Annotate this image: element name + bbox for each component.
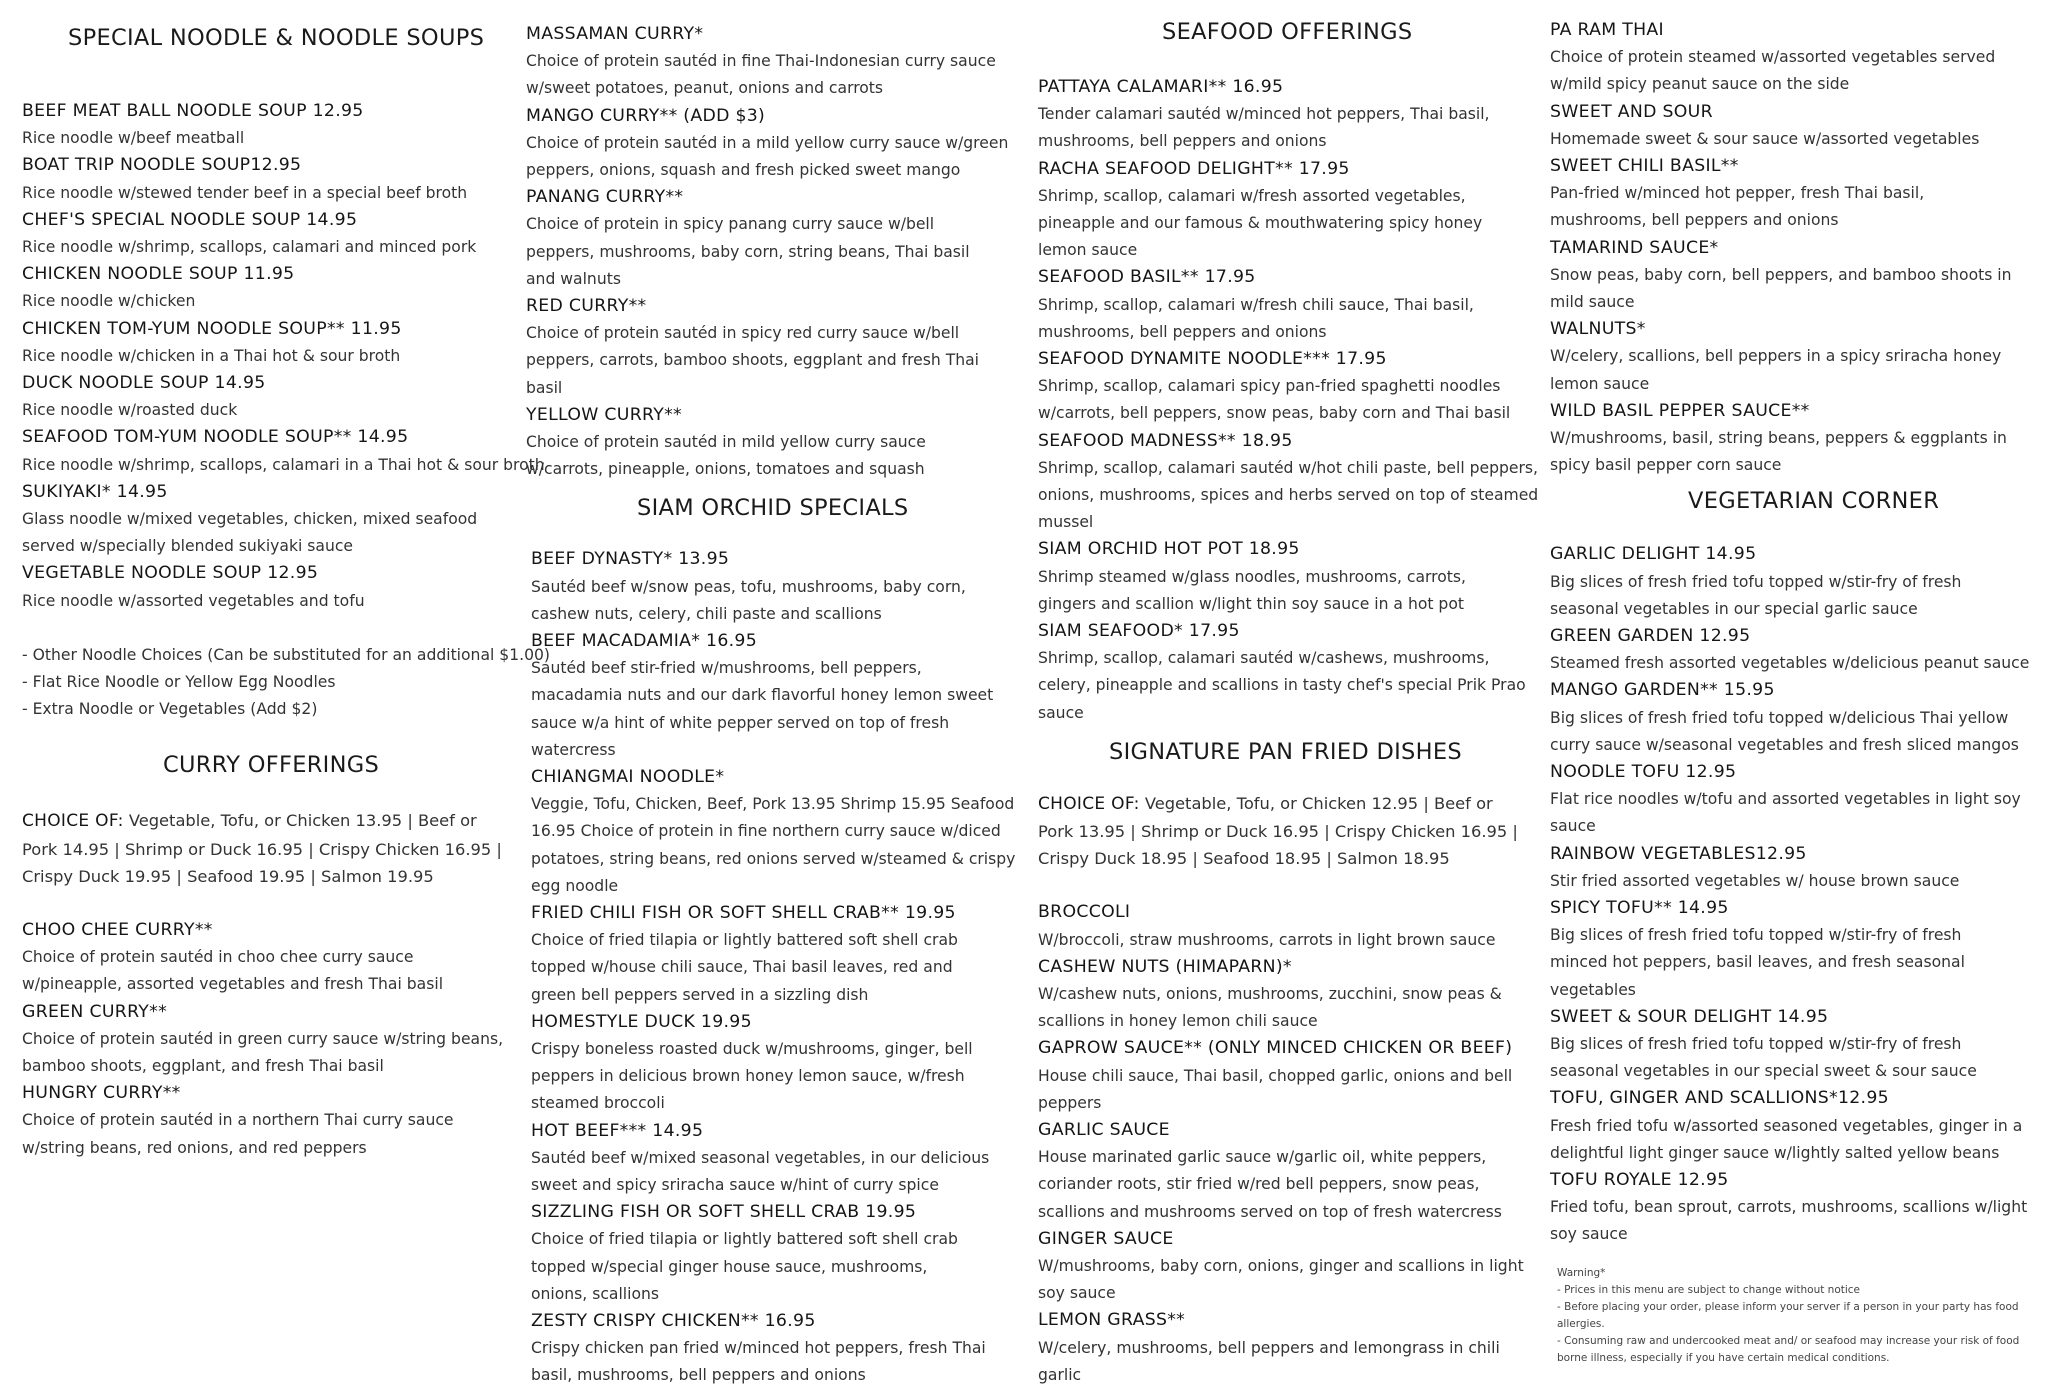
section-title-panfried: SIGNATURE PAN FRIED DISHES	[1109, 738, 1462, 765]
item-name: PANANG CURRY**	[526, 187, 684, 208]
item-desc: Shrimp, scallop, calamari sautéd w/hot chili paste, bell peppers, onions, mushrooms, spices and herbs served on top of steamed mussel	[1038, 458, 1539, 532]
menu-item	[526, 293, 1031, 402]
item-desc: Fried tofu, bean sprout, carrots, mushrooms, scallions w/light soy sauce	[1550, 1198, 2028, 1244]
menu-item	[1550, 153, 2042, 235]
item-desc: Shrimp, scallop, calamari w/fresh assorted vegetables, pineapple and our famous & mouthwatering spicy honey lemon sauce	[1038, 186, 1483, 260]
menu-item	[22, 424, 545, 478]
menu-item	[526, 402, 1031, 484]
item-name: VEGETABLE NOODLE SOUP 12.95	[22, 563, 319, 584]
item-name: SIAM ORCHID HOT POT 18.95	[1038, 539, 1300, 560]
menu-item	[1550, 1167, 2042, 1249]
menu-item	[22, 479, 512, 561]
item-name: SIZZLING FISH OR SOFT SHELL CRAB 19.95	[531, 1202, 917, 1223]
item-name: GREEN GARDEN 12.95	[1550, 625, 1751, 646]
item-desc: Stir fried assorted vegetables w/ house brown sauce	[1550, 871, 1960, 890]
item-name: TOFU, GINGER AND SCALLIONS*12.95	[1550, 1088, 1889, 1109]
menu-item	[1038, 264, 1546, 346]
menu-item	[531, 1009, 1031, 1118]
panfried-items	[1038, 899, 1546, 1389]
item-desc: Choice of protein sautéd in green curry sauce w/string beans, bamboo shoots, eggplant, and fresh Thai basil	[22, 1029, 504, 1075]
item-name: WALNUTS*	[1550, 319, 1646, 340]
item-name: BEEF MEAT BALL NOODLE SOUP 12.95	[22, 101, 364, 121]
menu-item	[1550, 541, 2042, 623]
menu-item	[1550, 841, 2042, 895]
item-desc: Snow peas, baby corn, bell peppers, and bamboo shoots in mild sauce	[1550, 265, 2012, 311]
item-name: SWEET AND SOUR	[1550, 101, 1713, 122]
item-desc: Choice of protein sautéd in mild yellow curry sauce w/carrots, pineapple, onions, tomatoes and squash	[526, 432, 926, 479]
item-name: RACHA SEAFOOD DELIGHT** 17.95	[1038, 158, 1350, 179]
item-desc: Choice of fried tilapia or lightly battered soft shell crab topped w/house chili sauce, Thai basil leaves, red and green bell peppers served in a sizzling dish	[531, 931, 958, 1004]
menu-item	[1550, 398, 2042, 480]
item-name: MANGO GARDEN** 15.95	[1550, 680, 1775, 701]
section-title-specials: SIAM ORCHID SPECIALS	[637, 495, 909, 522]
seafood-items	[1038, 74, 1546, 727]
menu-item	[1550, 1004, 2042, 1086]
menu-item	[1550, 623, 2042, 677]
item-desc: Sautéd beef w/mixed seasonal vegetables, in our delicious sweet and spicy sriracha sauce w/hint of curry spice	[531, 1148, 990, 1194]
menu-item	[22, 207, 512, 261]
item-name: RAINBOW VEGETABLES12.95	[1550, 843, 1807, 864]
menu-item	[22, 917, 512, 999]
item-desc: W/mushrooms, basil, string beans, peppers & eggplants in spicy basil pepper corn sauce	[1550, 428, 2007, 475]
section-title-curry: CURRY OFFERINGS	[163, 752, 380, 779]
item-desc: Choice of protein sautéd in choo chee curry sauce w/pineapple, assorted vegetables and fresh Thai basil	[22, 948, 444, 994]
item-desc: House marinated garlic sauce w/garlic oil, white peppers, coriander roots, stir fried w/red bell peppers, snow peas, scallions and mushrooms served on top of fresh watercress	[1038, 1148, 1502, 1221]
item-name: TOFU ROYALE 12.95	[1550, 1169, 1729, 1190]
item-desc: Choice of protein sautéd in fine Thai-Indonesian curry sauce w/sweet potatoes, peanut, onions and carrots	[526, 52, 996, 98]
item-name: MANGO CURRY** (ADD $3)	[526, 105, 766, 126]
vegetarian-items	[1550, 541, 2042, 1248]
item-desc: Choice of protein in spicy panang curry sauce w/bell peppers, mushrooms, baby corn, string beans, Thai basil and walnuts	[526, 215, 970, 288]
menu-item	[22, 370, 512, 424]
item-name: SWEET CHILI BASIL**	[1550, 155, 1739, 176]
menu-item	[531, 628, 1031, 764]
item-name: DUCK NOODLE SOUP 14.95	[22, 372, 266, 393]
curry-choice	[22, 807, 502, 890]
section-title-seafood: SEAFOOD OFFERINGS	[1162, 19, 1413, 45]
item-name: GARLIC DELIGHT 14.95	[1550, 544, 1757, 565]
menu-item	[1550, 316, 2042, 398]
item-name: BEEF MACADAMIA* 16.95	[531, 630, 758, 651]
choice-label: CHOICE OF:	[1038, 793, 1140, 814]
menu-item	[1038, 346, 1546, 428]
section-title-vegetarian: VEGETARIAN CORNER	[1688, 488, 1940, 515]
item-name: HOT BEEF*** 14.95	[531, 1120, 704, 1141]
item-name: CHOO CHEE CURRY**	[22, 919, 213, 940]
menu-item	[526, 103, 1031, 185]
item-desc: Shrimp, scallop, calamari spicy pan-fried spaghetti noodles w/carrots, bell peppers, snow peas, baby corn and Thai basil	[1038, 377, 1511, 423]
item-desc: Pan-fried w/minced hot pepper, fresh Thai basil, mushrooms, bell peppers and onions	[1550, 184, 1925, 230]
item-desc: Choice of fried tilapia or lightly battered soft shell crab topped w/special ginger house sauce, mushrooms, onions, scallions	[531, 1230, 958, 1303]
item-name: SEAFOOD BASIL** 17.95	[1038, 267, 1256, 288]
item-name: MASSAMAN CURRY*	[526, 24, 704, 44]
warning-line: - Before placing your order, please inform your server if a person in your party has food allergies.	[1557, 1300, 2019, 1330]
menu-item	[526, 184, 1031, 293]
menu-item	[1038, 428, 1546, 537]
item-name: LEMON GRASS**	[1038, 1310, 1186, 1331]
menu-item	[1550, 235, 2042, 317]
menu-item	[531, 1199, 1031, 1308]
item-desc: Sautéd beef stir-fried w/mushrooms, bell peppers, macadamia nuts and our dark flavorful honey lemon sweet sauce w/a hint of white pepper served on top of fresh watercress	[531, 659, 994, 759]
menu-column-3	[1038, 0, 1546, 1389]
item-name: HOMESTYLE DUCK 19.95	[531, 1011, 752, 1032]
menu-item	[1038, 1117, 1546, 1226]
item-name: SEAFOOD TOM-YUM NOODLE SOUP** 14.95	[22, 427, 409, 448]
menu-item	[526, 21, 1031, 103]
item-name: NOODLE TOFU 12.95	[1550, 761, 1737, 782]
warning-title: Warning*	[1557, 1266, 1606, 1279]
curry-items	[22, 917, 512, 1162]
menu-item	[531, 1308, 1031, 1390]
item-desc: Rice noodle w/shrimp, scallops, calamari in a Thai hot & sour broth	[22, 455, 545, 474]
item-desc: Choice of protein sautéd in a northern Thai curry sauce w/string beans, red onions, and red peppers	[22, 1111, 454, 1157]
choice-text: Vegetable, Tofu, or Chicken 12.95 | Beef or Pork 13.95 | Shrimp or Duck 16.95 | Crispy Chicken 16.95 | Crispy Duck 18.95 | Seafood 18.95 | Salmon 18.95	[1038, 793, 1518, 869]
panfried-items-continued	[1550, 17, 2042, 479]
item-name: SEAFOOD MADNESS** 18.95	[1038, 430, 1293, 451]
item-desc: W/mushrooms, baby corn, onions, ginger and scallions in light soy sauce	[1038, 1256, 1524, 1303]
item-name: CHICKEN TOM-YUM NOODLE SOUP** 11.95	[22, 318, 402, 339]
menu-item	[1550, 759, 2042, 841]
item-desc: Choice of protein sautéd in a mild yellow curry sauce w/green peppers, onions, squash and fresh picked sweet mango	[526, 133, 1009, 179]
item-desc: Tender calamari sautéd w/minced hot peppers, Thai basil, mushrooms, bell peppers and onions	[1038, 105, 1490, 151]
item-desc: Shrimp, scallop, calamari sautéd w/cashews, mushrooms, celery, pineapple and scallions in tasty chef's special Prik Prao sauce	[1038, 649, 1526, 722]
item-desc: W/cashew nuts, onions, mushrooms, zucchini, snow peas & scallions in honey lemon chili sauce	[1038, 984, 1502, 1031]
item-desc: House chili sauce, Thai basil, chopped garlic, onions and bell peppers	[1038, 1066, 1513, 1112]
item-name: CASHEW NUTS (HIMAPARN)*	[1038, 956, 1292, 977]
item-desc: Glass noodle w/mixed vegetables, chicken, mixed seafood served w/specially blended sukiyaki sauce	[22, 509, 478, 556]
item-name: SIAM SEAFOOD* 17.95	[1038, 620, 1240, 641]
item-name: BROCCOLI	[1038, 902, 1131, 923]
item-name: SUKIYAKI* 14.95	[22, 481, 168, 502]
item-desc: Veggie, Tofu, Chicken, Beef, Pork 13.95 Shrimp 15.95 Seafood 16.95 Choice of protein in fine northern curry sauce w/diced potatoes, string beans, red onions served w/steamed & crispy egg noodle	[531, 795, 1016, 895]
item-name: WILD BASIL PEPPER SAUCE**	[1550, 400, 1810, 421]
item-desc: W/celery, scallions, bell peppers in a spicy sriracha honey lemon sauce	[1550, 347, 2002, 393]
panfried-choice	[1038, 790, 1518, 873]
menu-item	[1038, 536, 1546, 618]
menu-column-2	[526, 0, 1031, 1390]
menu-item	[1038, 618, 1546, 727]
item-desc: Sautéd beef w/snow peas, tofu, mushrooms, baby corn, cashew nuts, celery, chili paste and scallions	[531, 577, 966, 623]
item-name: BOAT TRIP NOODLE SOUP12.95	[22, 155, 302, 176]
menu-item	[1038, 899, 1546, 953]
menu-item	[1550, 1085, 2042, 1167]
item-desc: Rice noodle w/assorted vegetables and tofu	[22, 591, 365, 610]
item-name: PATTAYA CALAMARI** 16.95	[1038, 77, 1284, 97]
curry-items-continued	[526, 21, 1031, 483]
item-desc: Shrimp steamed w/glass noodles, mushrooms, carrots, gingers and scallion w/light thin soy sauce in a hot pot	[1038, 567, 1466, 613]
choice-text: Vegetable, Tofu, or Chicken 13.95 | Beef or Pork 14.95 | Shrimp or Duck 16.95 | Crispy Chicken 16.95 | Crispy Duck 19.95 | Seafood 19.95 | Salmon 19.95	[22, 811, 502, 886]
item-desc: Shrimp, scallop, calamari w/fresh chili sauce, Thai basil, mushrooms, bell peppers and onions	[1038, 295, 1474, 341]
menu-item	[1550, 895, 2042, 1004]
item-desc: Crispy boneless roasted duck w/mushrooms, ginger, bell peppers in delicious brown honey lemon sauce, w/fresh steamed broccoli	[531, 1039, 973, 1113]
item-desc: Steamed fresh assorted vegetables w/delicious peanut sauce	[1550, 654, 2030, 673]
menu-item	[531, 546, 1031, 628]
item-name: TAMARIND SAUCE*	[1550, 237, 1719, 258]
item-name: RED CURRY**	[526, 295, 647, 316]
note-line: - Other Noodle Choices (Can be substituted for an additional $1.00)	[22, 645, 551, 664]
menu-item	[22, 98, 512, 152]
menu-item	[531, 900, 1031, 1009]
menu-item	[22, 261, 512, 315]
item-desc: Rice noodle w/beef meatball	[22, 129, 245, 148]
warning-line: - Consuming raw and undercooked meat and/ or seafood may increase your risk of food borne illness, especially if you have certain medical conditions.	[1557, 1334, 2020, 1364]
menu-item	[1038, 74, 1546, 156]
menu-item	[22, 1080, 512, 1162]
warning-line: - Prices in this menu are subject to change without notice	[1557, 1283, 1861, 1296]
menu-item	[22, 152, 512, 206]
menu-item	[531, 764, 1031, 900]
item-name: YELLOW CURRY**	[526, 404, 682, 425]
item-desc: Rice noodle w/chicken	[22, 292, 196, 311]
item-name: SEAFOOD DYNAMITE NOODLE*** 17.95	[1038, 348, 1387, 369]
menu-item	[531, 1118, 1031, 1200]
item-desc: Rice noodle w/stewed tender beef in a special beef broth	[22, 183, 468, 202]
item-name: GINGER SAUCE	[1038, 1228, 1174, 1249]
noodle-items	[22, 98, 545, 615]
item-name: GARLIC SAUCE	[1038, 1119, 1170, 1140]
choice-label: CHOICE OF:	[22, 811, 124, 832]
menu-item	[1038, 954, 1546, 1036]
item-desc: Big slices of fresh fried tofu topped w/stir-fry of fresh seasonal vegetables in our special garlic sauce	[1550, 572, 1962, 618]
item-desc: Rice noodle w/shrimp, scallops, calamari and minced pork	[22, 237, 477, 256]
item-name: CHEF'S SPECIAL NOODLE SOUP 14.95	[22, 209, 358, 230]
menu-column-1	[22, 0, 551, 1162]
item-desc: W/broccoli, straw mushrooms, carrots in light brown sauce	[1038, 930, 1496, 949]
item-name: ZESTY CRISPY CHICKEN** 16.95	[531, 1310, 816, 1331]
item-desc: Homemade sweet & sour sauce w/assorted vegetables	[1550, 129, 1980, 148]
item-name: CHIANGMAI NOODLE*	[531, 766, 725, 787]
menu-item	[1038, 1035, 1546, 1117]
item-name: CHICKEN NOODLE SOUP 11.95	[22, 264, 295, 285]
item-name: GREEN CURRY**	[22, 1001, 168, 1022]
item-desc: Choice of protein sautéd in spicy red curry sauce w/bell peppers, carrots, bamboo shoots, eggplant and fresh Thai basil	[526, 324, 980, 397]
section-title-noodle: SPECIAL NOODLE & NOODLE SOUPS	[68, 25, 485, 51]
item-desc: Crispy chicken pan fried w/minced hot peppers, fresh Thai basil, mushrooms, bell peppers and onions	[531, 1339, 986, 1385]
item-name: SWEET & SOUR DELIGHT 14.95	[1550, 1006, 1829, 1027]
menu-item	[1038, 1226, 1546, 1308]
item-desc: Fresh fried tofu w/assorted seasoned vegetables, ginger in a delightful light ginger sauce w/lightly salted yellow beans	[1550, 1116, 2023, 1162]
menu-item	[22, 316, 512, 370]
specials-items	[526, 546, 1031, 1389]
item-name: GAPROW SAUCE** (ONLY MINCED CHICKEN OR BEEF)	[1038, 1038, 1513, 1059]
item-name: HUNGRY CURRY**	[22, 1083, 181, 1104]
note-line: - Extra Noodle or Vegetables (Add $2)	[22, 700, 318, 719]
item-desc: Big slices of fresh fried tofu topped w/stir-fry of fresh minced hot peppers, basil leaves, and fresh seasonal vegetables	[1550, 926, 1965, 999]
warning-block	[1550, 1265, 2037, 1367]
menu-item	[22, 999, 512, 1081]
item-desc: Choice of protein steamed w/assorted vegetables served w/mild spicy peanut sauce on the side	[1550, 48, 1996, 94]
note-line: - Flat Rice Noodle or Yellow Egg Noodles	[22, 672, 336, 691]
menu-item	[22, 560, 512, 614]
item-desc: Rice noodle w/roasted duck	[22, 401, 238, 420]
item-desc: Big slices of fresh fried tofu topped w/stir-fry of fresh seasonal vegetables in our special sweet & sour sauce	[1550, 1034, 1977, 1081]
menu-item	[1550, 99, 2042, 153]
item-desc: Big slices of fresh fried tofu topped w/delicious Thai yellow curry sauce w/seasonal vegetables and fresh sliced mangos	[1550, 708, 2019, 754]
menu-item	[1550, 17, 2042, 99]
menu-item	[1038, 1307, 1546, 1389]
item-name: FRIED CHILI FISH OR SOFT SHELL CRAB** 19.95	[531, 902, 956, 923]
menu-item	[1038, 156, 1546, 265]
noodle-notes	[22, 642, 551, 724]
item-name: SPICY TOFU** 14.95	[1550, 897, 1729, 918]
menu-column-4	[1550, 0, 2042, 1367]
item-desc: Rice noodle w/chicken in a Thai hot & sour broth	[22, 346, 401, 365]
item-name: BEEF DYNASTY* 13.95	[531, 549, 730, 570]
menu-item	[1550, 677, 2042, 759]
item-desc: Flat rice noodles w/tofu and assorted vegetables in light soy sauce	[1550, 790, 2021, 836]
item-desc: W/celery, mushrooms, bell peppers and lemongrass in chili garlic	[1038, 1338, 1500, 1384]
item-name: PA RAM THAI	[1550, 20, 1664, 40]
